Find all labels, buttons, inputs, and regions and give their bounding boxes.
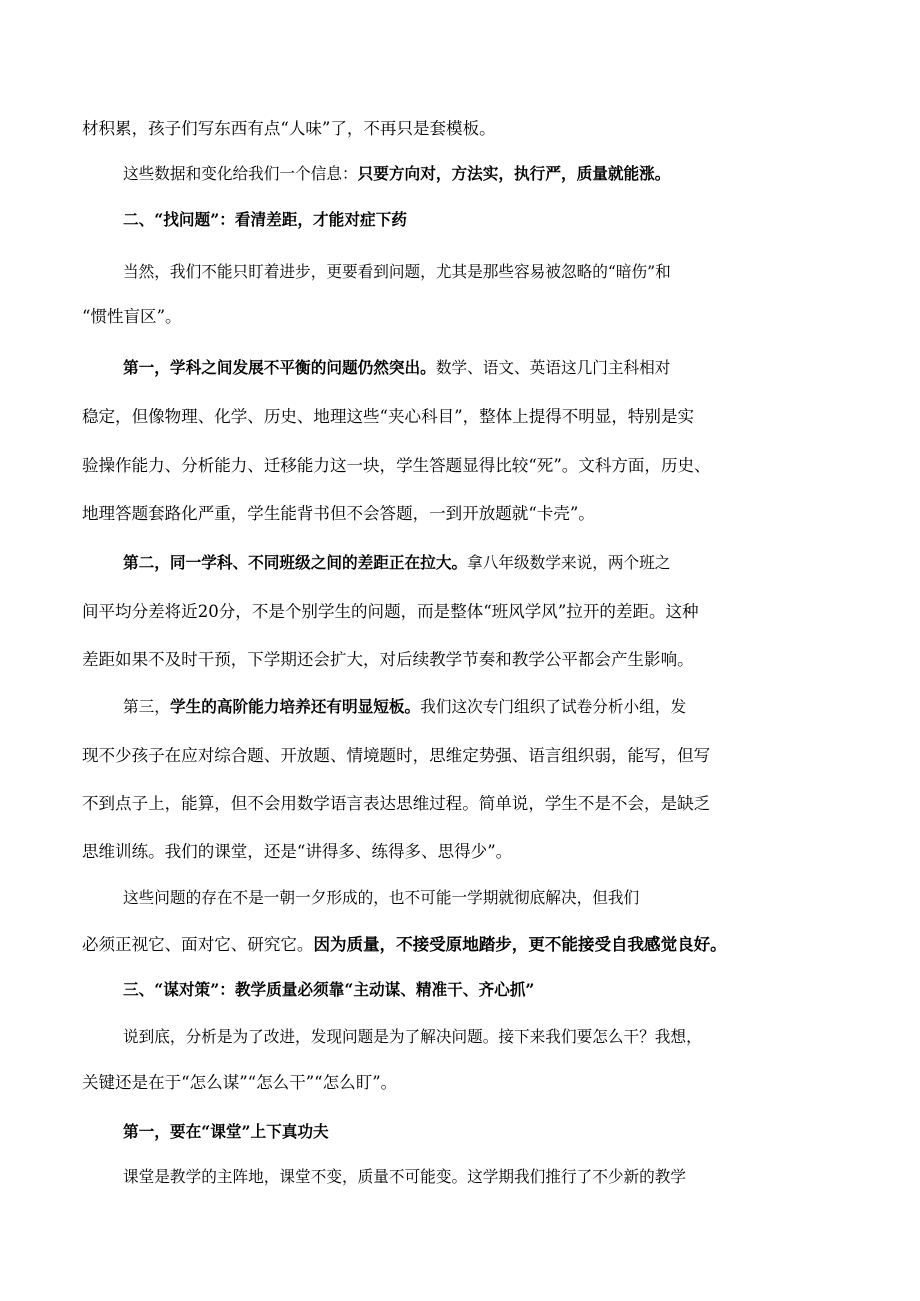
text-run: 课堂是教学的主阵地，课堂不变，质量不可能变。这学期我们推行了不少新的教学 (123, 1167, 687, 1186)
body-line (0, 693, 920, 721)
text-run: 说到底，分析是为了改进，发现问题是为了解决问题。接下来我们要怎么干？我想， (123, 1027, 702, 1046)
text-run: 关键还是在于“怎么谋”“怎么干”“怎么盯”。 (82, 1073, 398, 1092)
text-run: 地理答题套路化严重，学生能背书但不会答题，一到开放题就“卡壳”。 (82, 504, 595, 523)
section-heading (0, 206, 920, 234)
body-line (0, 598, 920, 626)
text-run: 这些问题的存在不是一朝一夕形成的，也不可能一学期就彻底解决，但我们 (123, 888, 640, 907)
text-run: 差距如果不及时干预，下学期还会扩大，对后续教学节奏和教学公平都会产生影响。 (82, 650, 694, 669)
text-run: “惯性盲区”。 (82, 307, 182, 326)
heading-text: 二、“找问题”：看清差距，才能对症下药 (123, 210, 407, 229)
body-line (0, 160, 920, 188)
body-line (0, 930, 920, 959)
body-line (0, 115, 920, 143)
text-run: 这些数据和变化给我们一个信息： (123, 164, 358, 183)
body-line (0, 838, 920, 866)
body-line (0, 403, 920, 431)
body-line (0, 790, 920, 818)
text-run: 稳定，但像物理、化学、历史、地理这些“夹心科目”，整体上提得不明显，特别是实 (82, 407, 695, 426)
text-run: 第三， (123, 697, 170, 716)
body-line (0, 452, 920, 480)
text-run: 我们这次专门组织了试卷分析小组，发 (420, 697, 687, 716)
text-run: 必须正视它、面对它、研究它。 (82, 935, 314, 954)
body-line (0, 1163, 920, 1191)
body-line (0, 303, 920, 331)
heading-text: 三、“谋对策”：教学质量必须靠“主动谋、精准干、齐心抓” (123, 980, 535, 999)
text-run: 数学、语文、英语这几门主科相对 (435, 358, 671, 377)
text-run: 材积累，孩子们写东西有点“人味”了，不再只是套模板。 (82, 119, 496, 138)
bold-text-run: 第二，同一学科、不同班级之间的差距正在拉大。 (123, 553, 468, 572)
text-run: 拿八年级数学来说，两个班之 (467, 553, 671, 572)
bold-text-run: 第一，学科之间发展不平衡的问题仍然突出。 (123, 358, 436, 377)
body-line (0, 742, 920, 770)
body-line (0, 549, 920, 577)
text-run: 现不少孩子在应对综合题、开放题、情境题时，思维定势强、语言组织弱，能写，但写 (82, 746, 711, 765)
text-run: 间平均分差将近20分，不是个别学生的问题，而是整体“班风学风”拉开的差距。这种 (82, 602, 699, 621)
body-line (0, 1069, 920, 1097)
bold-text-run: 只要方向对，方法实，执行严，质量就能涨。 (357, 164, 671, 183)
text-run: 当然，我们不能只盯着进步，更要看到问题，尤其是那些容易被忽略的“暗伤”和 (123, 262, 671, 281)
heading-text: 第一，要在“课堂”上下真功夫 (123, 1122, 329, 1141)
body-line (0, 258, 920, 286)
bold-text-run: 因为质量，不接受原地踏步，更不能接受自我感觉良好。 (313, 934, 727, 954)
body-line (0, 646, 920, 674)
body-line (0, 354, 920, 382)
text-run: 思维训练。我们的课堂，还是“讲得多、练得多、思得少”。 (82, 842, 513, 861)
subsection-heading (0, 1118, 920, 1146)
body-line (0, 884, 920, 912)
body-line (0, 1023, 920, 1051)
bold-text-run: 学生的高阶能力培养还有明显短板。 (169, 697, 421, 716)
section-heading (0, 976, 920, 1004)
text-run: 不到点子上，能算，但不会用数学语言表达思维过程。简单说，学生不是不会，是缺乏 (82, 794, 711, 813)
text-run: 验操作能力、分析能力、迁移能力这一块，学生答题显得比较“死”。文科方面，历史、 (82, 456, 711, 475)
body-line (0, 500, 920, 528)
